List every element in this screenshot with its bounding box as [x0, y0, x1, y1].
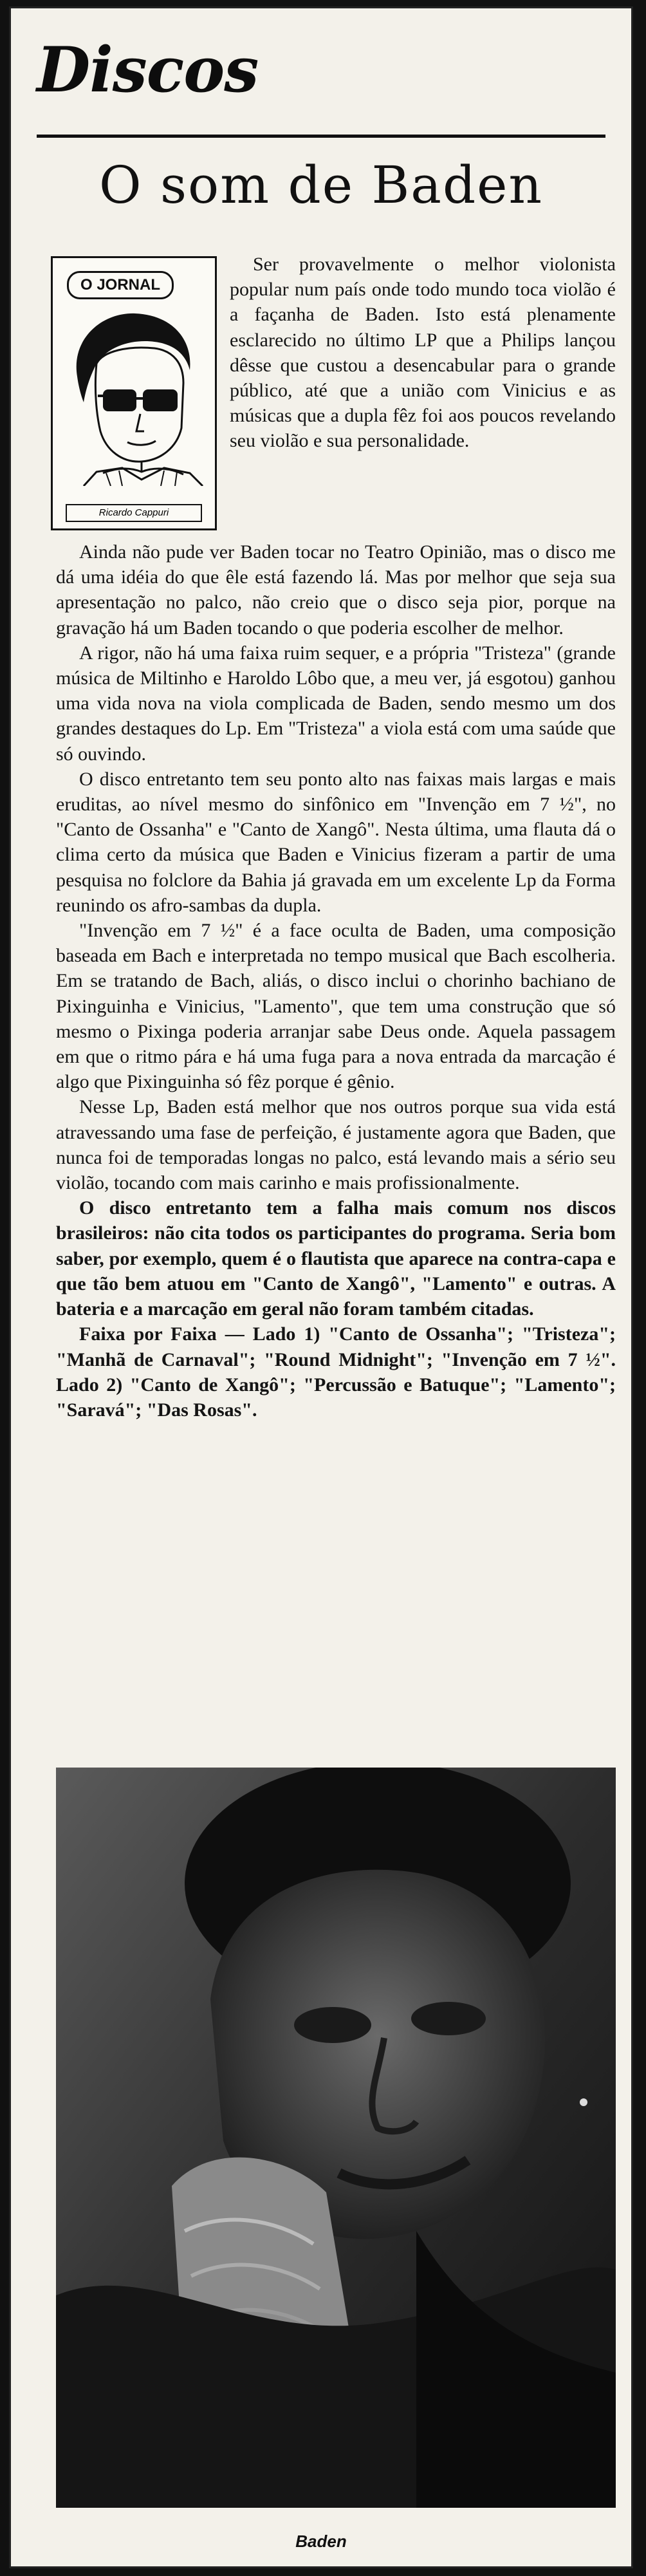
section-rule [37, 135, 605, 138]
article-intro: Ser provavelmente o melhor violonista popular num país onde todo mundo toca violão é a façanha de Baden. Isto está plenamente esclarecido no último LP que a Philips lançou dêsse que custou a desencabular para o grande público, até que a união com Vinicius e as músicas que a dupla fêz foi aos poucos revelando seu violão e sua personalidade. [230, 254, 616, 452]
track-list: Faixa por Faixa — Lado 1) "Canto de Ossanha"; "Tristeza"; "Manhã de Carnaval"; "Round Midnight"; "Invenção em 7 ½". Lado 2) "Canto de Xangô"; "Percussão e Batuque"; "Lamento"; "Saravá"; "Das Rosas". [56, 1323, 616, 1421]
newspaper-page [9, 6, 633, 2568]
paragraph: "Invenção em 7 ½" é a face oculta de Baden, uma composição baseada em Bach e interpretada no tempo musical que Bach escolheria. Em se tratando de Bach, aliás, o disco inclui o chorinho bachiano de Pixinguinha e Vinicius, "Lamento", que tem uma construção que só mesmo o Pixinga poderia arranjar sabe Deus onde. Aquela passagem em que o ritmo pára e há uma fuga para a nova entrada da marcação é algo que Pixinguinha só fêz porque é gênio. [56, 920, 616, 1093]
headline: O som de Baden [98, 155, 544, 215]
logo-caption: Ricardo Cappuri [66, 504, 202, 522]
columnist-portrait-icon [58, 299, 210, 486]
logo-banner: O JORNAL [67, 271, 174, 299]
baden-photo [56, 1768, 616, 2508]
section-title: Discos [37, 33, 259, 106]
photo-caption: Baden [295, 2532, 347, 2551]
paragraph: A rigor, não há uma faixa ruim sequer, e a própria "Tristeza" (grande música de Miltinho e Haroldo Lôbo que, a meu ver, já esgotou) ganhou uma vida nova na viola complicada de Baden, sendo mesmo um dos grandes destaques do Lp. Em "Tristeza" a viola está com uma saúde que só ouvindo. [56, 642, 616, 765]
paragraph: O disco entretanto tem a falha mais comum nos discos brasileiros: não cita todos os participantes do programa. Seria bom saber, por exemplo, quem é o flautista que aparece na contra-capa e que tão bem atuou em "Canto de Xangô", "Lamento" e outras. A bateria e a marcação em geral não foram também citadas. [56, 1197, 616, 1320]
columnist-logo [51, 256, 217, 530]
paragraph: Nesse Lp, Baden está melhor que nos outros porque sua vida está atravessando uma fase de perfeição, é justamente agora que Baden, que nunca foi de temporadas longas no palco, está levando mais a sério seu violão, tocando com mais carinho e mais profissionalmente. [56, 1096, 616, 1194]
paragraph: Ainda não pude ver Baden tocar no Teatro Opinião, mas o disco me dá uma idéia do que êle está fazendo lá. Mas por melhor que seja sua apresentação no palco, não creio que o disco seja pior, porque na gravação há um Baden tocando o que poderia escolher de melhor. [56, 541, 616, 639]
article-body [56, 539, 616, 1423]
paragraph: O disco entretanto tem seu ponto alto nas faixas mais largas e mais eruditas, ao nível mesmo do sinfônico em "Invenção em 7 ½", no "Canto de Ossanha" e "Canto de Xangô". Nesta última, uma flauta dá o clima certo da música que Baden e Vinicius fizeram a partir de uma pesquisa no folclore da Bahia já gravada em um excelente Lp da Forma reunindo os afro-sambas da dupla. [56, 768, 616, 916]
